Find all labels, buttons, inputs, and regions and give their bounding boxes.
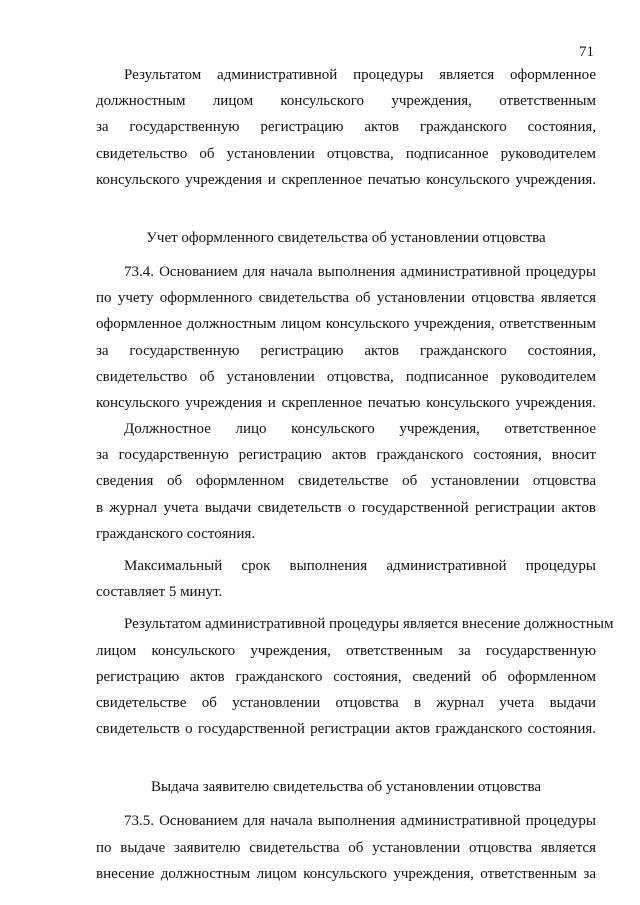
text-line: Результатом административной процедуры является внесение должностным	[124, 616, 614, 633]
paragraph-result-entry	[96, 611, 614, 742]
text-line: регистрацию актов гражданского состояния, сведений об оформленном	[96, 668, 596, 685]
text-line: свидетельств о государственной регистрации актов гражданского состояния.	[96, 721, 596, 738]
text-line: в журнал учета выдачи свидетельств о государственной регистрации актов	[96, 499, 596, 516]
section-heading-accounting: Учет оформленного свидетельства об установлении отцовства	[146, 229, 546, 246]
section-heading-issuance: Выдача заявителю свидетельства об установлении отцовства	[150, 779, 542, 796]
text-line: Результатом административной процедуры является оформленное	[124, 67, 596, 83]
text-line: свидетельство об установлении отцовства, подписанное руководителем	[96, 145, 596, 162]
text-line: 73.4. Основанием для начала выполнения административной процедуры	[124, 263, 596, 280]
text-line: Должностное лицо консульского учреждения, ответственное	[124, 421, 596, 438]
text-line: лицом консульского учреждения, ответственным за государственную	[96, 642, 596, 659]
paragraph-max-time	[96, 553, 596, 605]
text-line: консульского учреждения и скрепленное печатью консульского учреждения.	[96, 394, 596, 411]
text-line: Максимальный срок выполнения административной процедуры	[124, 558, 596, 574]
text-line: внесение должностным лицом консульского учреждения, ответственным за	[96, 865, 596, 882]
text-line: за государственную регистрацию актов гражданского состояния,	[96, 119, 596, 136]
document-body	[96, 62, 614, 887]
text-line: за государственную регистрацию актов гражданского состояния,	[96, 342, 596, 359]
text-line: сведения об оформленном свидетельстве об установлении отцовства	[96, 473, 596, 490]
text-line: за государственную регистрацию актов гражданского состояния, вносит	[96, 447, 596, 464]
paragraph-73-4	[96, 259, 596, 416]
text-line: по выдаче заявителю свидетельства об установлении отцовства является	[96, 839, 596, 856]
text-line: гражданского состояния.	[96, 525, 256, 542]
text-line: должностным лицом консульского учреждения, ответственным	[96, 93, 596, 110]
paragraph-result-registration	[96, 62, 596, 193]
text-line: 73.5. Основанием для начала выполнения административной процедуры	[124, 813, 596, 830]
text-line: по учету оформленного свидетельства об установлении отцовства является	[96, 290, 596, 307]
text-line: составляет 5 минут.	[96, 584, 223, 601]
text-line: оформленное должностным лицом консульского учреждения, ответственным	[96, 316, 596, 333]
paragraph-73-5	[96, 808, 596, 887]
text-line: свидетельстве об установлении отцовства в журнал учета выдачи	[96, 694, 596, 711]
page-number: 71	[579, 44, 594, 60]
text-line: консульского учреждения и скрепленное печатью консульского учреждения.	[96, 171, 596, 188]
text-line: свидетельство об установлении отцовства, подписанное руководителем	[96, 368, 596, 385]
paragraph-official-enters	[96, 416, 596, 547]
